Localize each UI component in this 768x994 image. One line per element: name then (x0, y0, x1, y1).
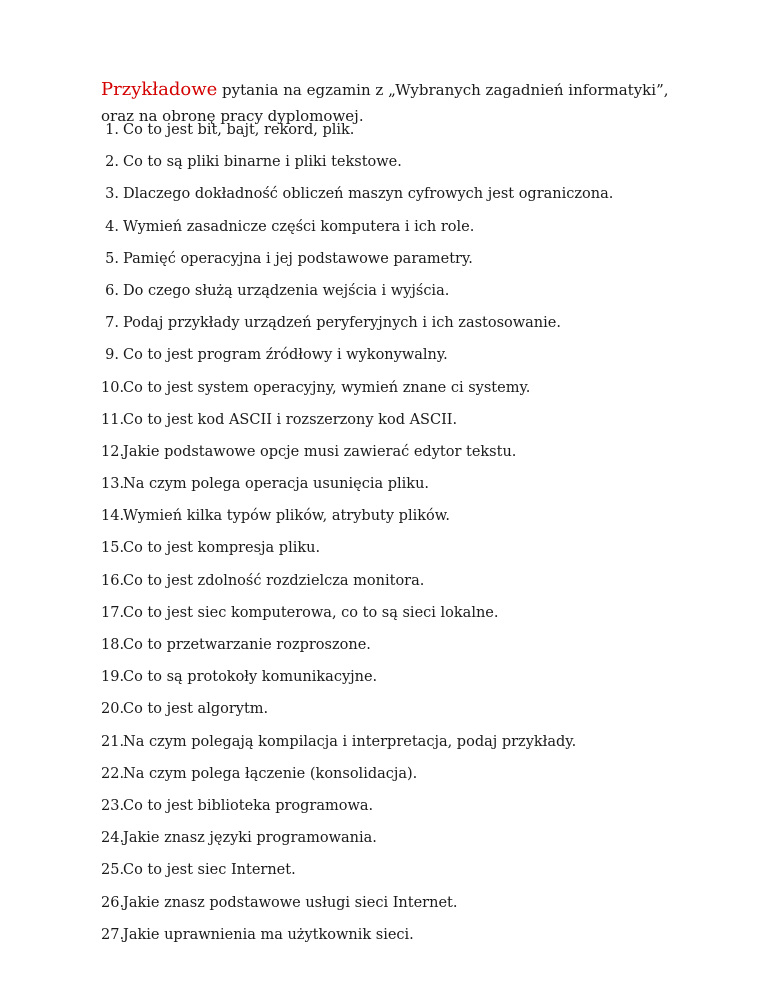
question-item (101, 538, 613, 570)
question-text: Jakie znasz języki programowania. (123, 830, 377, 847)
question-number: 26. (101, 894, 125, 911)
question-number: 9. (105, 347, 119, 364)
question-text: Jakie znasz podstawowe usługi sieci Internet. (123, 894, 458, 911)
question-number: 3. (105, 186, 119, 203)
question-number: 12. (101, 443, 125, 460)
question-item (101, 313, 613, 345)
question-text: Co to jest program źródłowy i wykonywalny. (123, 347, 448, 364)
question-item (101, 281, 613, 313)
question-number: 15. (101, 540, 125, 557)
question-item (101, 828, 613, 860)
question-number: 6. (105, 282, 119, 299)
question-number: 14. (101, 508, 125, 525)
question-text: Podaj przykłady urządzeń peryferyjnych i ich zastosowanie. (123, 315, 561, 332)
question-text: Wymień zasadnicze części komputera i ich role. (123, 218, 475, 235)
question-number: 20. (101, 701, 125, 718)
question-item (101, 796, 613, 828)
question-text: Co to jest kod ASCII i rozszerzony kod ASCII. (123, 411, 458, 428)
question-number: 7. (105, 315, 119, 332)
question-text: Jakie uprawnienia ma użytkownik sieci. (123, 926, 414, 943)
question-item (101, 184, 613, 216)
question-item (101, 120, 613, 152)
question-item (101, 217, 613, 249)
question-item (101, 635, 613, 667)
question-number: 11. (101, 411, 125, 428)
question-text: Do czego służą urządzenia wejścia i wyjścia. (123, 282, 450, 299)
question-item (101, 378, 613, 410)
question-number: 1. (105, 122, 119, 138)
question-item (101, 893, 613, 925)
question-item (101, 860, 613, 892)
question-text: Co to jest biblioteka programowa. (123, 797, 374, 814)
question-number: 5. (105, 250, 119, 267)
question-number: 24. (101, 830, 125, 847)
question-text: Jakie podstawowe opcje musi zawierać edytor tekstu. (123, 443, 517, 460)
question-text: Co to jest siec Internet. (123, 862, 296, 879)
question-item (101, 249, 613, 281)
question-text: Co to jest zdolność rozdzielcza monitora. (123, 572, 425, 589)
question-text: Co to jest kompresja pliku. (123, 540, 321, 557)
question-number: 13. (101, 476, 125, 493)
question-item (101, 345, 613, 377)
question-item (101, 442, 613, 474)
question-text: Na czym polegają kompilacja i interpretacja, podaj przykłady. (123, 733, 577, 750)
question-number: 19. (101, 669, 125, 686)
question-item (101, 506, 613, 538)
question-item (101, 474, 613, 506)
question-number: 10. (101, 379, 125, 396)
question-number: 18. (101, 637, 125, 653)
question-number: 16. (101, 572, 125, 589)
question-text: Dlaczego dokładność obliczeń maszyn cyfrowych jest ograniczona. (123, 186, 614, 203)
question-item (101, 699, 613, 731)
question-text: Pamięć operacyjna i jej podstawowe parametry. (123, 250, 473, 267)
question-number: 27. (101, 926, 125, 943)
question-item (101, 410, 613, 442)
question-item (101, 764, 613, 796)
question-number: 22. (101, 765, 125, 782)
question-text: Co to jest system operacyjny, wymień znane ci systemy. (123, 379, 531, 396)
question-item (101, 925, 613, 957)
question-text: Co to są pliki binarne i pliki tekstowe. (123, 154, 402, 171)
question-number: 25. (101, 862, 125, 879)
question-item (101, 667, 613, 699)
question-number: 17. (101, 604, 125, 621)
question-number: 21. (101, 733, 125, 750)
question-number: 2. (105, 154, 119, 171)
question-text: Co to jest siec komputerowa, co to są sieci lokalne. (123, 604, 499, 621)
question-text: Wymień kilka typów plików, atrybuty plików. (123, 508, 451, 525)
question-item (101, 732, 613, 764)
question-item (101, 603, 613, 635)
question-text: Na czym polega operacja usunięcia pliku. (123, 476, 430, 493)
question-item (101, 152, 613, 184)
question-text: Co to jest bit, bajt, rekord, plik. (123, 122, 355, 138)
question-list (101, 120, 613, 957)
question-text: Co to przetwarzanie rozproszone. (123, 637, 371, 653)
question-number: 4. (105, 218, 119, 235)
intro-text: pytania na egzamin z „Wybranych zagadnień informatyki”, oraz na obronę pracy dyplomowej. (101, 81, 669, 125)
question-number: 23. (101, 797, 125, 814)
question-item (101, 571, 613, 603)
question-text: Co to jest algorytm. (123, 701, 269, 718)
question-text: Na czym polega łączenie (konsolidacja). (123, 765, 418, 782)
question-text: Co to są protokoły komunikacyjne. (123, 669, 378, 686)
intro-highlight: Przykładowe (101, 79, 218, 100)
